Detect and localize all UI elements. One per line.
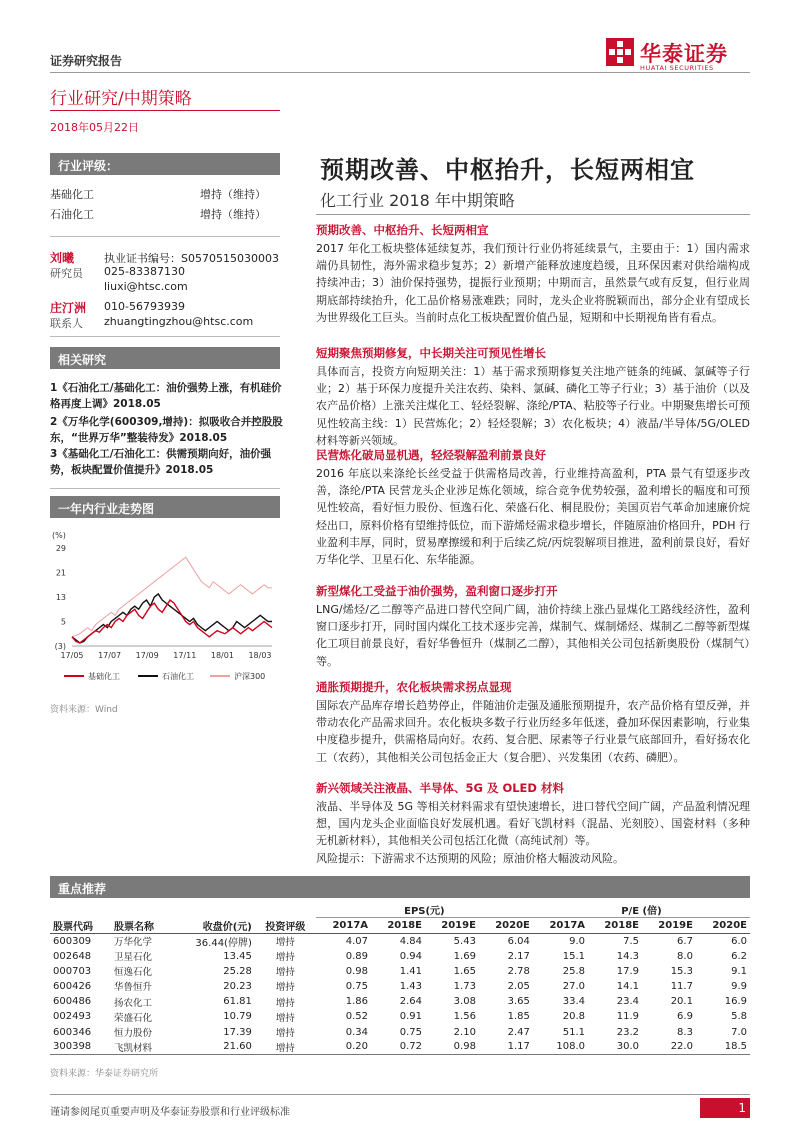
table-row: [50, 964, 750, 979]
table-row: [50, 933, 750, 949]
table-cell: 1.41: [399, 965, 422, 977]
page-number: 1: [700, 1098, 750, 1118]
table-cell: 11.9: [616, 1011, 639, 1023]
table-cell: 51.1: [562, 1026, 586, 1038]
table-row: [50, 979, 750, 994]
table-cell: 6.2: [731, 950, 747, 962]
table-cell: 扬农化工: [114, 997, 153, 1009]
section-body: 2017 年化工板块整体延续复苏，我们预计行业仍将延续景气，主要由于：1）国内需求端仍具韧性，海外需求稳步复苏；2）新增产能释放速度趋缓，且环保因素对供给端构成持续冲击；3）油价保持强势，提振行业预期；中期而言，虽然景气或有反复，但行业周期底部持续抬升，化工品价格易涨难跌；同时，龙头企业将脱颖而出，部分企业有望成长为世界级化工巨头。当前时点化工板块配置价值凸显，短期和中长期视角皆有看点。: [316, 242, 750, 324]
pe-group-header: P/E (倍): [533, 902, 750, 918]
table-column-header: 投资评级: [255, 918, 316, 934]
table-cell: 0.89: [345, 950, 369, 962]
summary-section: [316, 583, 750, 670]
table-cell: 15.3: [670, 965, 693, 977]
table-column-header: 股票名称: [111, 918, 172, 934]
legend-label: 沪深300: [234, 672, 266, 681]
table-cell: 增持: [275, 1028, 295, 1040]
summary-section: [316, 345, 750, 449]
y-tick-label: 13: [55, 593, 66, 602]
table-cell: 5.8: [731, 1011, 747, 1023]
table-cell: 增持: [275, 952, 295, 964]
table-cell: 3.08: [453, 996, 476, 1008]
table-row: [50, 994, 750, 1009]
table-cell: 9.9: [731, 980, 747, 992]
table-cell: 11.7: [670, 980, 693, 992]
table-column-header: 收盘价(元): [172, 918, 255, 934]
table-cell: 1.85: [507, 1011, 530, 1023]
table-cell: 华鲁恒升: [114, 982, 153, 994]
table-column-header: 2018E: [588, 918, 642, 934]
footer-divider: [50, 1094, 750, 1095]
y-tick-label: 5: [60, 617, 66, 627]
table-cell: 1.17: [479, 1040, 533, 1055]
table-cell: 3.65: [507, 996, 530, 1008]
table-cell: 23.2: [616, 1026, 639, 1038]
table-cell: 18.5: [696, 1040, 750, 1055]
main-subtitle: 化工行业 2018 年中期策略: [320, 191, 515, 210]
table-source: 资料来源：华泰证券研究所: [50, 1069, 159, 1079]
table-cell: 10.79: [223, 1011, 252, 1023]
table-row: [50, 1024, 750, 1039]
table-cell: 增持: [275, 967, 295, 979]
rating-value: 增持（维持）: [200, 188, 266, 201]
table-column-header: 2020E: [479, 918, 533, 934]
legend-label: 基础化工: [88, 672, 120, 681]
table-cell: 0.75: [399, 1026, 422, 1038]
x-tick-label: 18/03: [248, 651, 272, 660]
divider: [50, 488, 280, 489]
category-underline: [50, 110, 280, 111]
contact-role: 联系人: [50, 317, 83, 330]
report-category: 行业研究/中期策略: [50, 89, 192, 109]
table-header-row: [50, 918, 750, 934]
table-cell: 61.81: [223, 996, 252, 1008]
analyst-phone: 025-83387130: [104, 265, 185, 278]
section-heading: 新型煤化工受益于油价强势，盈利窗口逐步打开: [316, 584, 558, 598]
table-cell: 5.43: [453, 935, 476, 947]
table-cell: 20.1: [670, 996, 693, 1008]
x-tick-label: 17/05: [60, 651, 84, 660]
table-cell: 万华化学: [114, 937, 153, 948]
y-tick-label: 29: [55, 544, 66, 553]
table-cell: 6.0: [731, 935, 747, 947]
table-column-header: 2018E: [371, 918, 425, 934]
title-divider: [316, 214, 750, 215]
eps-group-header: EPS(元): [316, 902, 533, 918]
table-cell: 1.69: [453, 950, 476, 962]
table-cell: 600346: [53, 1026, 92, 1038]
table-cell: 8.0: [677, 950, 693, 962]
analyst-email[interactable]: liuxi@htsc.com: [104, 280, 188, 293]
rating-industry-name: 石油化工: [50, 208, 94, 221]
table-cell: 0.98: [345, 965, 369, 977]
section-heading: 新兴领域关注液晶、半导体、5G 及 OLED 材料: [316, 781, 564, 795]
table-cell: 15.1: [562, 950, 586, 962]
table-cell: 增持: [275, 1012, 295, 1024]
table-cell: 1.86: [345, 996, 369, 1008]
table-cell: 17.39: [223, 1026, 252, 1038]
table-cell: 增持: [275, 937, 295, 948]
table-cell: 恒力股份: [114, 1028, 153, 1040]
contact-email[interactable]: zhuangtingzhou@htsc.com: [104, 315, 254, 328]
y-tick-label: 21: [55, 568, 66, 578]
table-cell: 600426: [53, 980, 92, 992]
section-body: 国际农产品库存增长趋势停止，伴随油价走强及通胀预期提升，农产品价格有望反弹，并带动农化产品需求回升。农化板块多数子行业历经多年低迷，叠加环保因素影响，行业集中度稳步提升，供需格局向好。农药、复合肥、尿素等子行业景气底部回升，看好扬农化工（农药），其他相关公司包括金正大（复合肥）、兴发集团（农药、磷肥）。: [316, 699, 750, 764]
table-cell: 1.65: [453, 965, 476, 977]
legend-label: 石油化工: [162, 672, 194, 681]
table-cell: 108.0: [533, 1040, 588, 1055]
table-cell: 13.45: [223, 950, 252, 962]
section-heading: 民营炼化破局显机遇，轻烃裂解盈利前景良好: [316, 448, 546, 462]
table-cell: 6.9: [677, 1011, 693, 1023]
rating-value: 增持（维持）: [200, 208, 266, 221]
report-date: 2018年05月22日: [50, 121, 139, 134]
table-row: [50, 949, 750, 964]
table-column-header: 2019E: [642, 918, 696, 934]
divider: [50, 336, 280, 337]
analyst-cert: 执业证书编号：S0570515030003: [104, 252, 279, 265]
table-cell: 7.0: [731, 1026, 747, 1038]
table-cell: 0.91: [399, 1011, 422, 1023]
table-cell: 0.52: [345, 1011, 369, 1023]
header-divider: [50, 72, 750, 73]
recommend-section-title: 重点推荐: [50, 876, 750, 898]
table-cell: 600309: [53, 935, 92, 947]
section-heading: 短期聚焦预期修复，中长期关注可预见性增长: [316, 346, 546, 360]
table-cell: 16.9: [724, 996, 747, 1008]
table-cell: 6.04: [507, 935, 530, 947]
table-cell: 0.75: [345, 980, 369, 992]
rating-industry-name: 基础化工: [50, 188, 94, 201]
table-group-header: [50, 902, 750, 918]
table-cell: 300398: [50, 1040, 111, 1055]
table-column-header: 2017A: [316, 918, 371, 934]
table-cell: 25.28: [223, 965, 252, 977]
table-cell: 荣盛石化: [114, 1012, 153, 1024]
table-cell: 002648: [53, 950, 92, 962]
table-cell: 600486: [53, 996, 92, 1008]
rating-section-title: 行业评级：: [50, 153, 280, 175]
table-cell: 1.43: [399, 980, 422, 992]
table-cell: 9.1: [731, 965, 747, 977]
summary-section: [316, 780, 750, 850]
section-body: 液晶、半导体及 5G 等相关材料需求有望快速增长，进口替代空间广阔，产品盈利情况理想，国内龙头企业面临良好发展机遇。看好飞凯材料（混晶、光刻胶）、国瓷材料（多种无机新材料），其他相关公司包括江化微（高纯试剂）等。: [316, 800, 750, 848]
analyst-name: 刘曦: [50, 251, 75, 265]
related-item[interactable]: 2《万华化学(600309,增持)：拟吸收合并控股股东，“世界万华”整装待发》2018.05: [50, 416, 283, 444]
table-cell: 卫星石化: [114, 952, 153, 964]
table-cell: 23.4: [616, 996, 639, 1008]
contact-phone: 010-56793939: [104, 300, 185, 313]
table-cell: 8.3: [677, 1026, 693, 1038]
table-cell: 增持: [275, 982, 295, 994]
analyst-role: 研究员: [50, 267, 83, 280]
table-cell: 14.1: [616, 980, 639, 992]
table-cell: 增持: [255, 1040, 316, 1055]
section-body: LNG/烯烃/乙二醇等产品进口替代空间广阔，油价持续上涨凸显煤化工路线经济性，盈利窗口逐步打开，同时国内煤化工技术逐步完善，煤制气、煤制烯烃、煤制乙二醇等新型煤化工项目前景良好，看好华鲁恒升（煤制乙二醇），其他相关公司包括新奥股份（煤制气）等。: [316, 603, 750, 668]
table-cell: 27.0: [562, 980, 586, 992]
table-cell: 2.64: [399, 996, 422, 1008]
table-cell: 0.98: [425, 1040, 479, 1055]
table-cell: 2.05: [507, 980, 530, 992]
chart-unit-label: (%): [52, 531, 66, 540]
x-tick-label: 17/11: [173, 651, 197, 660]
table-cell: 33.4: [562, 996, 586, 1008]
table-cell: 2.10: [453, 1026, 476, 1038]
summary-section: [316, 222, 750, 326]
summary-section: [316, 447, 750, 568]
chart-source: 资料来源：Wind: [50, 705, 118, 715]
section-heading: 通胀预期提升，农化板块需求拐点显现: [316, 680, 512, 694]
table-column-header: 2017A: [533, 918, 588, 934]
table-cell: 20.8: [562, 1011, 586, 1023]
table-cell: 恒逸石化: [114, 967, 153, 979]
industry-trend-chart: [50, 526, 286, 688]
contact-name: 庄汀洲: [50, 301, 87, 315]
trend-section-title: 一年内行业走势图: [50, 496, 280, 518]
main-title: 预期改善、中枢抬升，长短两相宜: [320, 156, 695, 184]
y-tick-label: (3): [54, 642, 66, 651]
series-line-0: [72, 600, 272, 643]
related-section-title: 相关研究: [50, 347, 280, 369]
summary-section: [316, 679, 750, 766]
table-cell: 4.07: [345, 935, 369, 947]
table-column-header: 2019E: [425, 918, 479, 934]
footer-disclaimer: 谨请参阅尾页重要声明及华泰证券股票和行业评级标准: [50, 1107, 290, 1118]
table-cell: 25.8: [562, 965, 586, 977]
table-cell: 22.0: [642, 1040, 696, 1055]
table-row: [50, 1009, 750, 1024]
section-heading: 预期改善、中枢抬升、长短两相宜: [316, 223, 489, 237]
table-cell: 飞凯材料: [111, 1040, 172, 1055]
table-cell: 4.84: [399, 935, 422, 947]
table-cell: 30.0: [588, 1040, 642, 1055]
table-cell: 9.0: [569, 935, 586, 947]
report-type: 证券研究报告: [50, 54, 123, 68]
table-cell: 1.73: [453, 980, 476, 992]
table-cell: 14.3: [616, 950, 639, 962]
rating-row: [50, 206, 280, 224]
table-cell: 0.94: [399, 950, 422, 962]
table-cell: 2.78: [507, 965, 530, 977]
table-cell: 002493: [53, 1011, 92, 1023]
section-body: 2016 年底以来涤纶长丝受益于供需格局改善，行业维持高盈利，PTA 景气有望逐步改善，涤纶/PTA 民营龙头企业涉足炼化领域，综合竞争优势较强，盈利增长的幅度和可预见性较高，看好恒力股份、恒逸石化、荣盛石化、桐昆股份；美国页岩气革命加速廉价烷烃出口，原料价格有望维持低位，而下游烯烃需求稳步增长，伴随原油价格回升，PDH 行业盈利丰厚，同时，贸易摩擦缓和利于后续乙烷/丙烷裂解项目推进，盈利前景良好，看好万华化学、卫星石化、东华能源。: [316, 467, 750, 567]
table-cell: 0.72: [371, 1040, 425, 1055]
table-column-header: 2020E: [696, 918, 750, 934]
table-cell: 0.20: [316, 1040, 371, 1055]
table-cell: 7.5: [623, 935, 639, 947]
table-column-header: 股票代码: [50, 918, 111, 934]
huatai-logo-icon: [606, 38, 634, 66]
related-item[interactable]: 3《基础化工/石油化工：供需预期向好，油价强势，板块配置价值提升》2018.05: [50, 448, 272, 476]
table-cell: 2.47: [507, 1026, 530, 1038]
x-tick-label: 17/07: [98, 651, 122, 660]
table-cell: 1.56: [453, 1011, 476, 1023]
x-tick-label: 17/09: [135, 651, 159, 660]
recommend-table: [50, 902, 750, 1055]
related-item[interactable]: 1《石油化工/基础化工：油价强势上涨，有机硅价格再度上调》2018.05: [50, 382, 282, 410]
table-row: [50, 1040, 750, 1055]
table-cell: 6.7: [677, 935, 693, 947]
brand-name-en: HUATAI SECURITIES: [640, 64, 714, 72]
table-cell: 0.34: [345, 1026, 369, 1038]
brand-name-cn: 华泰证券: [640, 42, 728, 66]
table-cell: 2.17: [507, 950, 530, 962]
table-cell: 21.60: [172, 1040, 255, 1055]
rating-row: [50, 186, 280, 204]
table-cell: 17.9: [616, 965, 639, 977]
table-cell: 20.23: [223, 980, 252, 992]
x-tick-label: 18/01: [210, 651, 234, 660]
table-cell: 增持: [275, 997, 295, 1009]
section-body: 具体而言，投资方向短期关注：1）基于需求预期修复关注地产链条的纯碱、氯碱等子行业；2）基于环保力度提升关注农药、染料、氯碱、磷化工等子行业；3）基于油价（以及农产品价格）上涨关注煤化工、轻烃裂解、涤纶/PTA、粘胶等子行业。中期聚焦增长可预见性较高主线：1）民营炼化；2）轻烃裂解；3）农化板块；4）液晶/半导体/5G/OLED 材料等新兴领域。: [316, 365, 750, 447]
divider: [50, 236, 280, 237]
table-cell: 36.44(停牌): [195, 937, 252, 949]
table-cell: 000703: [53, 965, 92, 977]
risk-warning: 风险提示：下游需求不达预期的风险；原油价格大幅波动风险。: [316, 852, 624, 865]
